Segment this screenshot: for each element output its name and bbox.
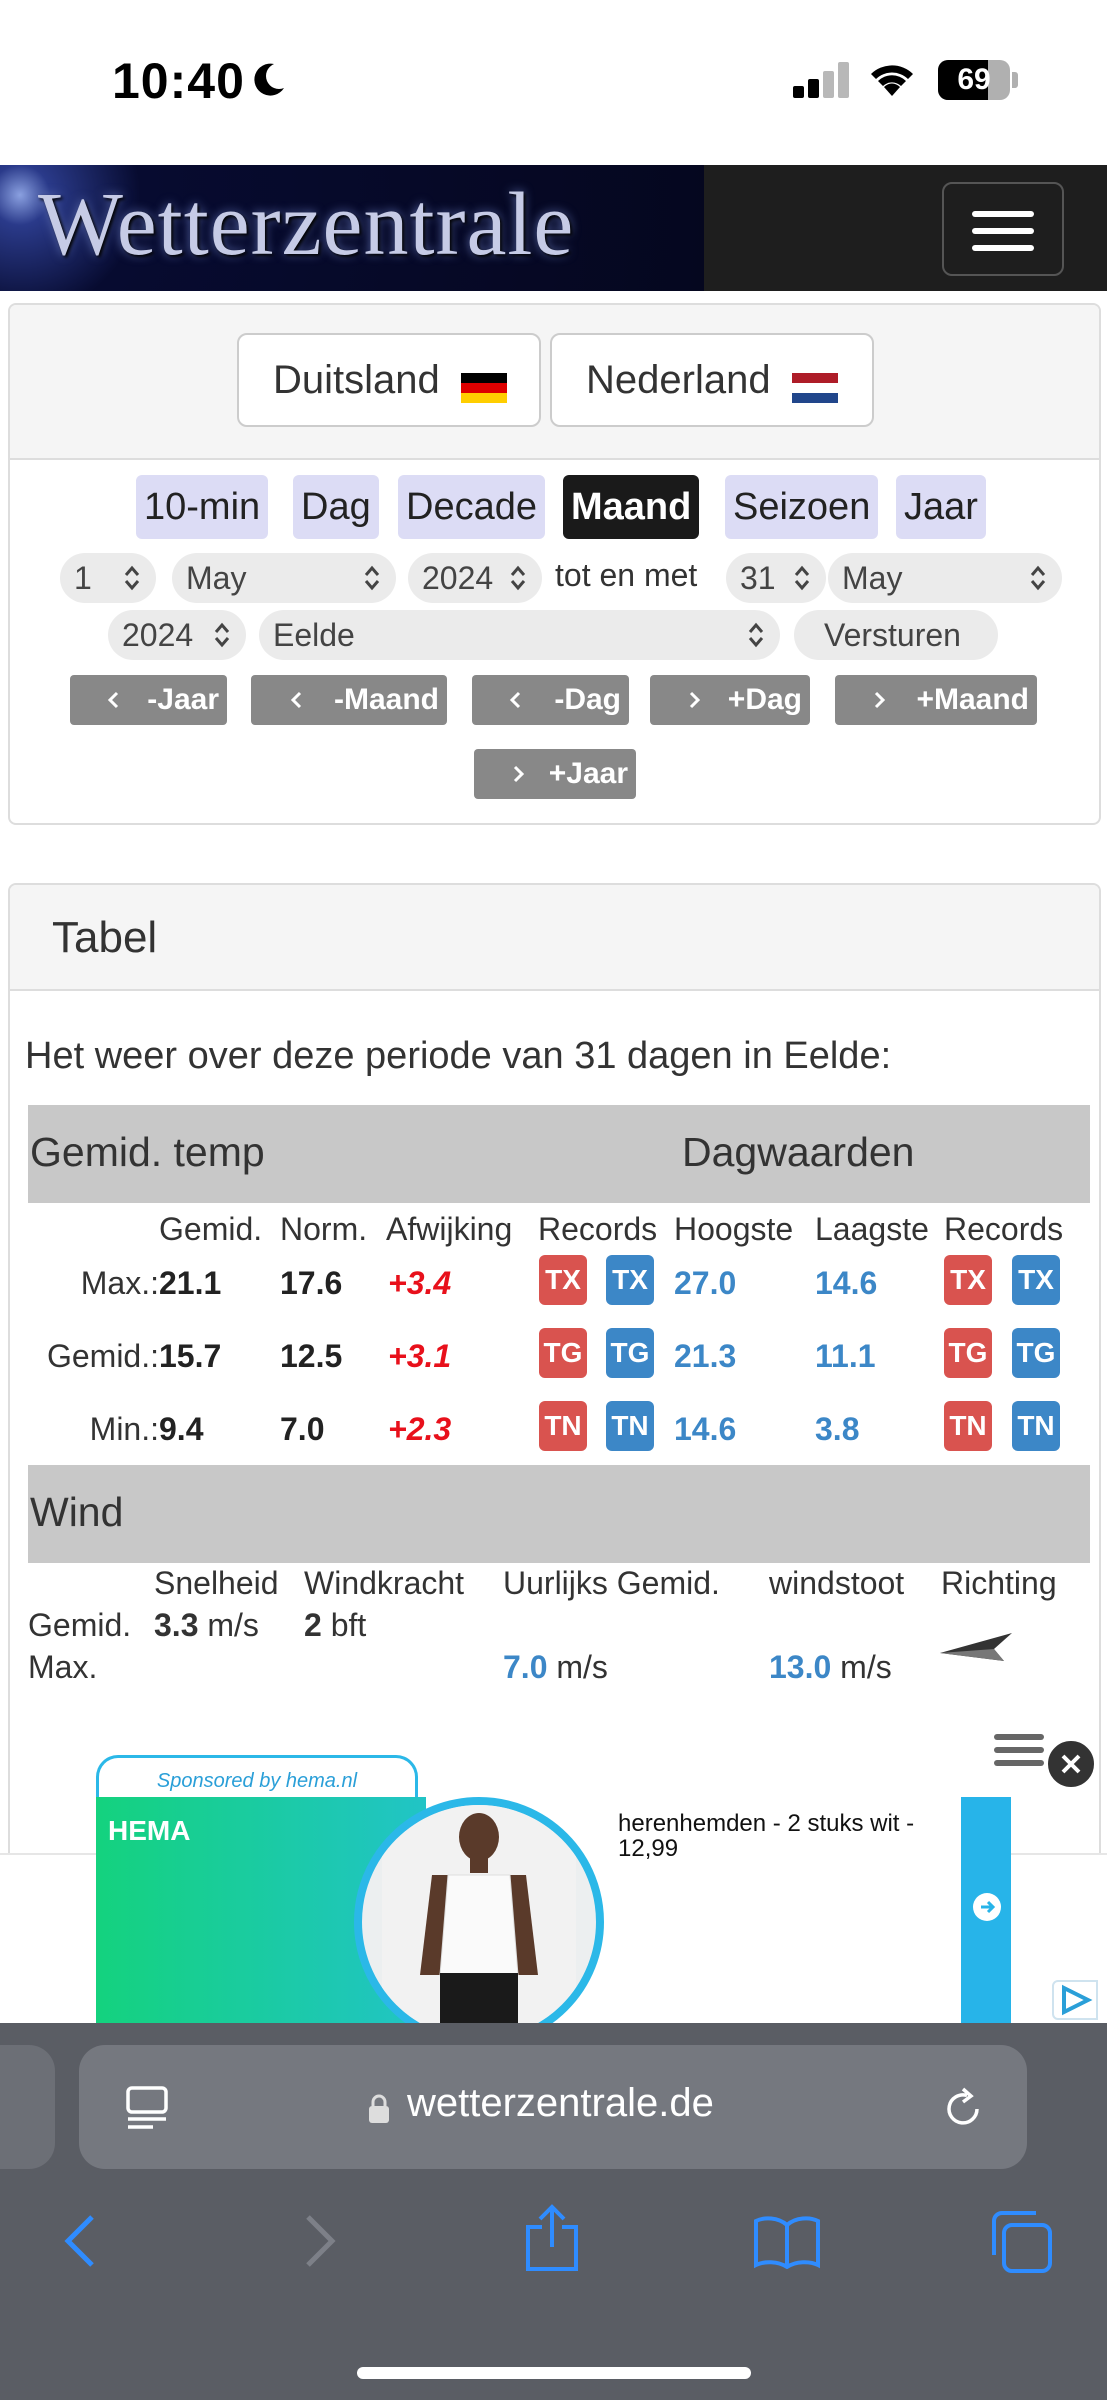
updown-chevron-icon xyxy=(508,563,528,593)
address-bar[interactable] xyxy=(79,2045,1027,2169)
range-separator: tot en met xyxy=(555,557,698,593)
moon-icon xyxy=(248,60,288,100)
ad-text: herenhemden - 2 stuks wit - 12,99 xyxy=(618,1810,915,1862)
flag-nl-icon xyxy=(792,373,838,403)
daily-record-badge-tx-warm[interactable]: TX xyxy=(944,1255,992,1305)
ad-brand: HEMA xyxy=(108,1815,191,1846)
max-avg: 21.1 xyxy=(159,1265,222,1301)
avg-avg: 15.7 xyxy=(159,1338,222,1374)
wind-arrow-icon xyxy=(938,1627,1014,1667)
min-norm: 7.0 xyxy=(280,1411,325,1447)
arrow-right-icon xyxy=(973,1893,1001,1921)
record-badge-tx-cold[interactable]: TX xyxy=(606,1255,654,1305)
home-indicator xyxy=(357,2367,751,2379)
row-label-min: Min.: xyxy=(89,1411,159,1447)
record-badge-tg-cold[interactable]: TG xyxy=(606,1328,654,1378)
lock-icon xyxy=(367,2093,391,2125)
max-lowest: 14.6 xyxy=(815,1265,878,1301)
updown-chevron-icon xyxy=(212,620,232,650)
ad-banner[interactable] xyxy=(96,1797,1011,2027)
next-month-button[interactable]: +Maand xyxy=(835,675,1037,725)
to-month-select[interactable]: May xyxy=(828,553,1062,603)
ad-sponsor-tab: Sponsored by hema.nl xyxy=(96,1755,418,1811)
chevron-left-icon xyxy=(106,691,120,709)
browser-chrome xyxy=(0,2023,1107,2400)
col-deviation: Afwijking xyxy=(386,1211,513,1247)
clock: 10:40 xyxy=(112,53,245,109)
daily-record-badge-tx-cold[interactable]: TX xyxy=(1012,1255,1060,1305)
col-lowest: Laagste xyxy=(815,1211,929,1247)
status-bar xyxy=(0,0,1107,165)
wind-section-title: Wind xyxy=(30,1489,124,1535)
chevron-right-icon xyxy=(512,765,526,783)
updown-chevron-icon xyxy=(1028,563,1048,593)
wind-col-force: Windkracht xyxy=(304,1565,465,1601)
temp-section-title: Gemid. temp xyxy=(30,1129,265,1175)
period-intro: Het weer over deze periode van 31 dagen in Eelde: xyxy=(25,1035,892,1077)
to-year-select[interactable]: 2024 xyxy=(108,610,246,660)
record-badge-tn-cold[interactable]: TN xyxy=(606,1401,654,1451)
close-icon xyxy=(1048,1741,1094,1787)
chevron-left-icon xyxy=(508,691,522,709)
avg-deviation: +3.1 xyxy=(388,1338,452,1374)
min-avg: 9.4 xyxy=(159,1411,204,1447)
min-deviation: +2.3 xyxy=(388,1411,452,1447)
site-logo[interactable]: Wetterzentrale xyxy=(0,165,704,291)
flag-de-icon xyxy=(461,373,507,403)
chevron-left-icon xyxy=(289,691,303,709)
daily-record-badge-tn-warm[interactable]: TN xyxy=(944,1401,992,1451)
daily-record-badge-tg-warm[interactable]: TG xyxy=(944,1328,992,1378)
wind-row-avg-label: Gemid. xyxy=(28,1607,132,1643)
bookmarks-icon[interactable] xyxy=(752,2213,822,2269)
prev-month-button[interactable]: -Maand xyxy=(251,675,447,725)
card-title: Tabel xyxy=(52,913,158,962)
col-records-daily: Records xyxy=(944,1211,1064,1247)
from-year-select[interactable]: 2024 xyxy=(408,553,542,603)
wind-section-bar xyxy=(28,1465,1090,1563)
tab-nederland[interactable]: Nederland xyxy=(550,333,874,427)
previous-tab-peek[interactable] xyxy=(0,2045,55,2169)
wifi-icon xyxy=(866,58,918,98)
min-highest: 14.6 xyxy=(674,1411,737,1447)
chevron-right-icon xyxy=(873,691,887,709)
daily-section-title: Dagwaarden xyxy=(682,1129,915,1175)
updown-chevron-icon xyxy=(792,563,812,593)
wind-speed: 3.3 m/s xyxy=(154,1607,259,1643)
table-card-header xyxy=(10,885,1099,991)
record-badge-tn-warm[interactable]: TN xyxy=(539,1401,587,1451)
share-icon[interactable] xyxy=(522,2203,582,2273)
prev-year-button[interactable]: -Jaar xyxy=(70,675,227,725)
battery-tip xyxy=(1012,72,1018,88)
country-tabs xyxy=(10,305,1099,460)
reader-mode-icon[interactable] xyxy=(125,2085,169,2131)
ad-product-image xyxy=(354,1797,604,2027)
tab-10-min[interactable]: 10-min xyxy=(136,475,268,539)
row-label-avg: Gemid.: xyxy=(46,1338,159,1374)
record-badge-tx-warm[interactable]: TX xyxy=(539,1255,587,1305)
next-day-button[interactable]: +Dag xyxy=(650,675,810,725)
tab-dag[interactable]: Dag xyxy=(293,475,379,539)
station-select[interactable]: Eelde xyxy=(259,610,780,660)
hamburger-icon xyxy=(972,211,1034,217)
max-deviation: +3.4 xyxy=(388,1265,452,1301)
ad-menu-icon[interactable] xyxy=(994,1734,1044,1773)
temp-section-bar xyxy=(28,1105,1090,1203)
tabs-icon[interactable] xyxy=(988,2209,1054,2275)
to-day-select[interactable]: 31 xyxy=(726,553,826,603)
max-norm: 17.6 xyxy=(280,1265,343,1301)
table-card xyxy=(8,883,1101,1883)
next-year-button[interactable]: +Jaar xyxy=(474,749,636,799)
col-records: Records xyxy=(538,1211,658,1247)
tab-maand[interactable]: Maand xyxy=(563,475,699,539)
daily-record-badge-tg-cold[interactable]: TG xyxy=(1012,1328,1060,1378)
wind-row-max-label: Max. xyxy=(28,1649,98,1685)
adchoices-icon[interactable] xyxy=(1052,1980,1098,2020)
max-highest: 27.0 xyxy=(674,1265,737,1301)
wind-col-direction: Richting xyxy=(941,1565,1057,1601)
tab-decade[interactable]: Decade xyxy=(398,475,545,539)
wind-force: 2 bft xyxy=(304,1607,367,1643)
reload-icon[interactable] xyxy=(941,2087,985,2131)
menu-button[interactable] xyxy=(942,182,1064,276)
avg-highest: 21.3 xyxy=(674,1338,737,1374)
tab-seizoen[interactable]: Seizoen xyxy=(725,475,878,539)
prev-day-button[interactable]: -Dag xyxy=(472,675,629,725)
from-month-select[interactable]: May xyxy=(172,553,396,603)
wind-hourly-max: 7.0 m/s xyxy=(503,1649,608,1685)
tab-duitsland[interactable]: Duitsland xyxy=(237,333,541,427)
wind-col-hourly: Uurlijks Gemid. xyxy=(503,1565,720,1601)
avg-lowest: 11.1 xyxy=(815,1338,876,1374)
chevron-right-icon xyxy=(688,691,702,709)
battery-icon: 69 xyxy=(938,60,1010,100)
site-header xyxy=(0,165,1107,291)
forward-icon[interactable] xyxy=(300,2211,340,2271)
selection-card xyxy=(8,303,1101,825)
updown-chevron-icon xyxy=(746,620,766,650)
min-lowest: 3.8 xyxy=(815,1411,860,1447)
wind-col-speed: Snelheid xyxy=(154,1565,279,1601)
col-norm: Norm. xyxy=(280,1211,368,1247)
updown-chevron-icon xyxy=(362,563,382,593)
daily-record-badge-tn-cold[interactable]: TN xyxy=(1012,1401,1060,1451)
avg-norm: 12.5 xyxy=(280,1338,343,1374)
cellular-signal-icon xyxy=(793,62,849,98)
ad-cta[interactable] xyxy=(961,1797,1011,2027)
url-text: wetterzentrale.de xyxy=(407,2081,714,2125)
col-highest: Hoogste xyxy=(674,1211,794,1247)
tab-jaar[interactable]: Jaar xyxy=(896,475,986,539)
wind-col-gust: windstoot xyxy=(769,1565,905,1601)
ad-close-button[interactable] xyxy=(1045,1738,1097,1790)
row-label-max: Max.: xyxy=(80,1265,159,1301)
from-day-select[interactable]: 1 xyxy=(60,553,156,603)
submit-button[interactable]: Versturen xyxy=(794,610,998,660)
back-icon[interactable] xyxy=(60,2211,100,2271)
updown-chevron-icon xyxy=(122,563,142,593)
col-avg: Gemid. xyxy=(159,1211,263,1247)
record-badge-tg-warm[interactable]: TG xyxy=(539,1328,587,1378)
wind-gust-max: 13.0 m/s xyxy=(769,1649,892,1685)
